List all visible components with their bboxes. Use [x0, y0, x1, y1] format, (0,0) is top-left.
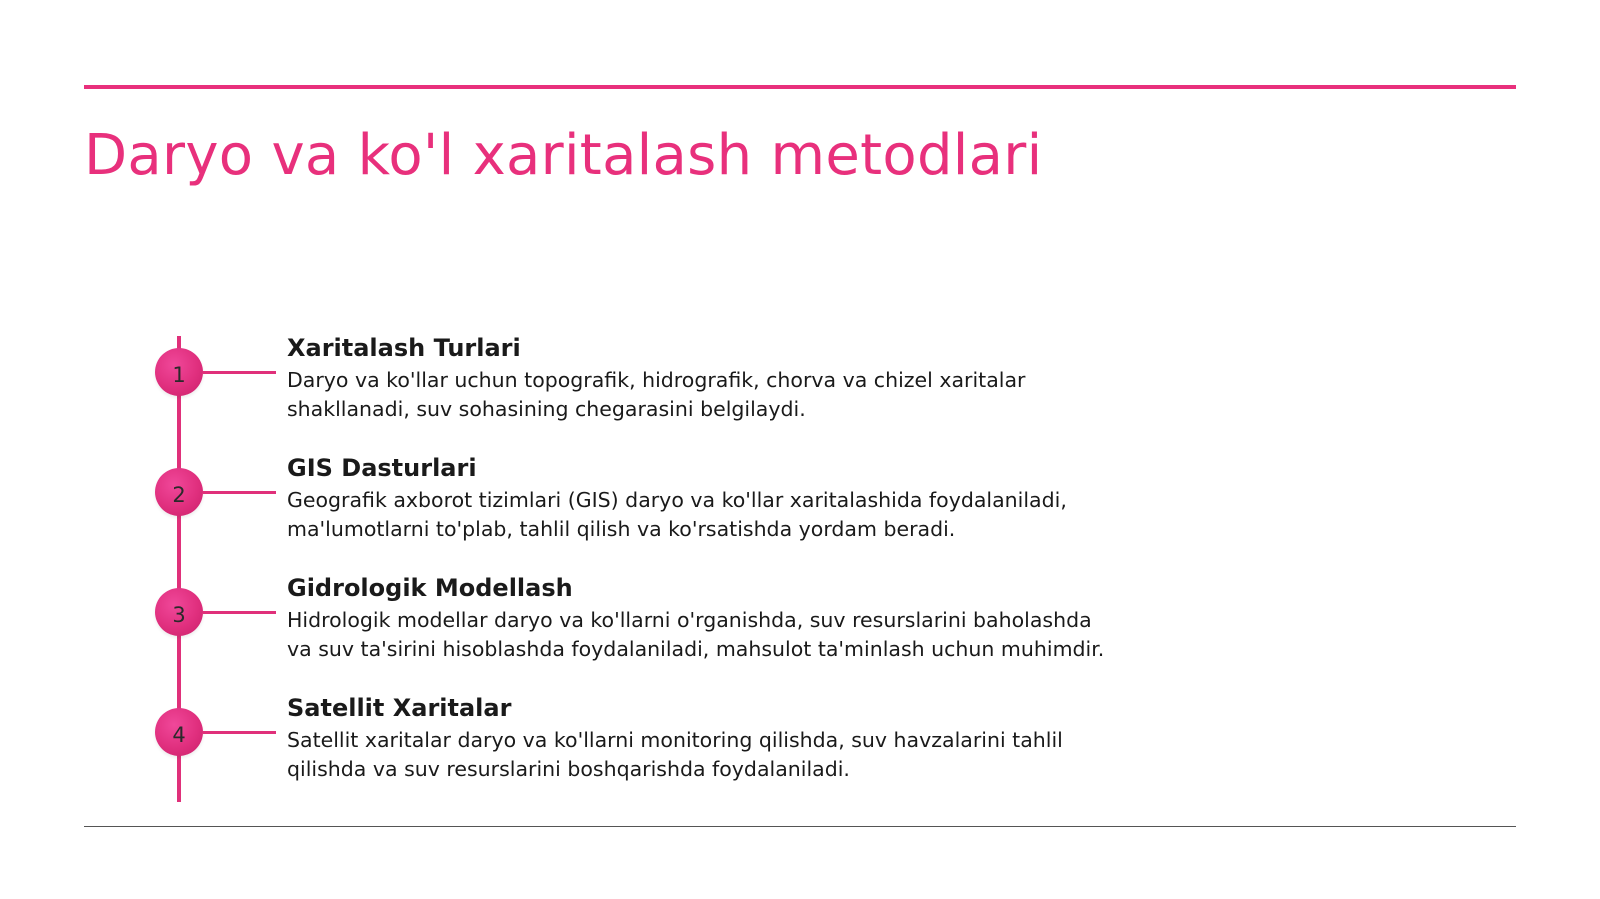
- step-connector-line: [203, 491, 276, 494]
- step-number-badge: [155, 468, 203, 516]
- step-title: Xaritalash Turlari: [287, 334, 521, 362]
- slide-title: Daryo va ko'l xaritalash metodlari: [84, 123, 1043, 188]
- footer-divider: [84, 826, 1516, 827]
- step-number-badge: [155, 708, 203, 756]
- title-top-divider: [84, 85, 1516, 89]
- step-description: Geografik axborot tizimlari (GIS) daryo va ko'llar xaritalashida foydalaniladi, ma'lumotlarni to'plab, tahlil qilish va ko'rsatishda yordam beradi.: [287, 488, 1067, 541]
- step-description: Hidrologik modellar daryo va ko'llarni o'rganishda, suv resurslarini baholashda va suv ta'sirini hisoblashda foydalaniladi, mahsulot ta'minlash uchun muhimdir.: [287, 608, 1105, 661]
- step-description: Daryo va ko'llar uchun topografik, hidrografik, chorva va chizel xaritalar shakllanadi, suv sohasining chegarasini belgilaydi.: [287, 368, 1026, 421]
- step-connector-line: [203, 371, 276, 374]
- step-number: 3: [172, 602, 186, 627]
- step-number-badge: [155, 348, 203, 396]
- step-title: Gidrologik Modellash: [287, 574, 573, 602]
- step-number-badge: [155, 588, 203, 636]
- step-title: Satellit Xaritalar: [287, 694, 512, 722]
- step-number: 4: [172, 722, 186, 747]
- step-number: 1: [172, 362, 186, 387]
- step-connector-line: [203, 731, 276, 734]
- step-connector-line: [203, 611, 276, 614]
- step-title: GIS Dasturlari: [287, 454, 477, 482]
- step-number: 2: [172, 482, 186, 507]
- step-description: Satellit xaritalar daryo va ko'llarni monitoring qilishda, suv havzalarini tahlil qilishda va suv resurslarini boshqarishda foydalaniladi.: [287, 728, 1063, 781]
